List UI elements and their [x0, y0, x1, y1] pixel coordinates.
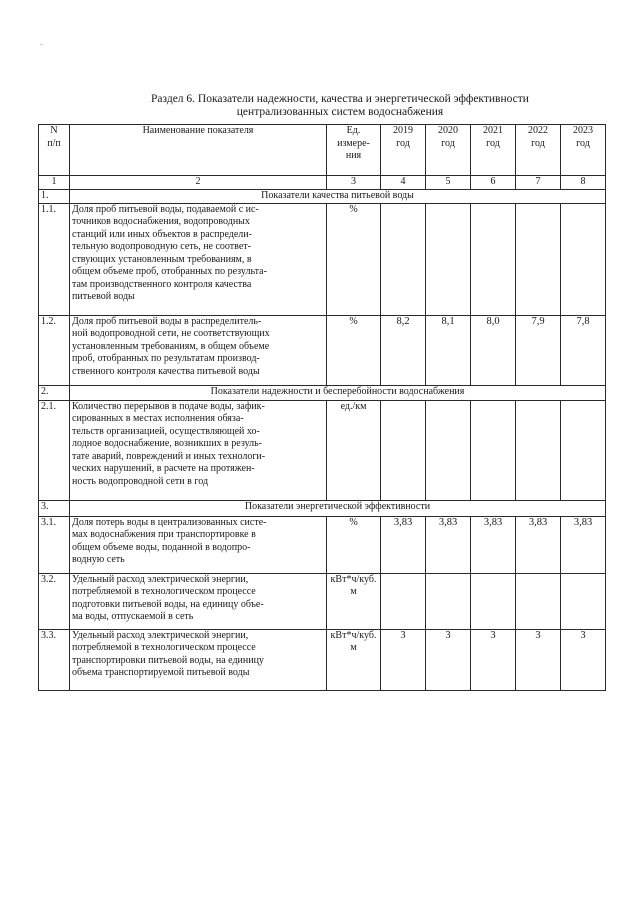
column-number: 3: [327, 176, 381, 190]
indicator-line: Доля проб питьевой воды в распределитель-: [72, 315, 262, 327]
value-2022: 3,83: [516, 516, 561, 573]
value-2019: [381, 203, 426, 315]
column-number: 7: [516, 176, 561, 190]
value-2021: 3,83: [471, 516, 516, 573]
indicator-line: Удельный расход электрической энергии,: [72, 573, 249, 585]
unit-cell: ед./км: [327, 400, 381, 500]
unit-cell: кВт*ч/куб. м: [327, 573, 381, 629]
indicator-line: Доля проб питьевой воды, подаваемой с ис-: [72, 203, 259, 215]
indicator-name: [70, 315, 327, 385]
table-row: [39, 400, 606, 500]
header-unit-line-1: Ед.: [346, 125, 361, 136]
value-2020: 3,83: [426, 516, 471, 573]
year-suffix: год: [396, 137, 410, 149]
column-number: 4: [381, 176, 426, 190]
header-no: [39, 125, 70, 176]
year-label: 2021: [483, 125, 503, 136]
value-2022: 7,9: [516, 315, 561, 385]
header-year-2020: [426, 125, 471, 176]
row-number: 2.1.: [39, 400, 70, 500]
value-2022: [516, 573, 561, 629]
header-year-2023: [561, 125, 606, 176]
unit-cell: %: [327, 315, 381, 385]
indicator-name: [70, 203, 327, 315]
indicator-line: тате аварий, повреждений и иных технологи-: [72, 450, 266, 462]
header-unit-line-2: измере-: [337, 137, 370, 149]
table-row: [39, 203, 606, 315]
numbering-row: [39, 176, 606, 190]
value-2021: [471, 203, 516, 315]
section-title: [60, 93, 620, 119]
indicator-name: [70, 400, 327, 500]
header-no-line-1: N: [50, 125, 58, 136]
column-number: 8: [561, 176, 606, 190]
year-label: 2020: [438, 125, 458, 136]
indicator-name: [70, 629, 327, 690]
header-unit: [327, 125, 381, 176]
indicator-line: мах водоснабжения при транспортировке в: [72, 529, 256, 540]
value-2020: 3: [426, 629, 471, 690]
indicator-name: [70, 573, 327, 629]
value-2023: [561, 203, 606, 315]
section-row: [39, 385, 606, 400]
value-2022: [516, 400, 561, 500]
header-year-2022: [516, 125, 561, 176]
value-2023: 3: [561, 629, 606, 690]
section-row: [39, 189, 606, 203]
indicator-name: [70, 516, 327, 573]
value-2019: 3,83: [381, 516, 426, 573]
indicator-line: водную сеть: [72, 554, 125, 565]
year-suffix: год: [531, 137, 545, 149]
value-2021: [471, 400, 516, 500]
value-2019: 3: [381, 629, 426, 690]
year-label: 2019: [393, 125, 413, 136]
year-suffix: год: [441, 137, 455, 149]
indicator-line: установленным требованиям, в общем объеме: [72, 340, 270, 352]
header-row: [39, 125, 606, 176]
section-number: 3.: [39, 500, 70, 516]
table-row: [39, 315, 606, 385]
section-row: [39, 500, 606, 516]
indicator-line: ственного контроля качества питьевой воды: [72, 365, 260, 377]
header-year-2019: [381, 125, 426, 176]
value-2020: [426, 573, 471, 629]
unit-cell: кВт*ч/куб. м: [327, 629, 381, 690]
table-row: [39, 573, 606, 629]
section-title-line-1: Раздел 6. Показатели надежности, качества и энергетической эффективности: [151, 93, 529, 105]
value-2022: 3: [516, 629, 561, 690]
indicator-line: Количество перерывов в подаче воды, зафик-: [72, 400, 265, 412]
section-heading: Показатели надежности и бесперебойности водоснабжения: [70, 385, 606, 400]
indicator-line: ческих нарушений, в расчете на протяжен-: [72, 463, 255, 474]
section-heading: Показатели качества питьевой воды: [70, 189, 606, 203]
indicator-line: станций или иных объектов в распредели-: [72, 228, 252, 240]
unit-cell: %: [327, 203, 381, 315]
indicator-line: подготовки питьевой воды, на единицу объе-: [72, 598, 264, 610]
value-2023: [561, 573, 606, 629]
section-number: 1.: [39, 189, 70, 203]
year-label: 2023: [573, 125, 593, 136]
table-row: [39, 516, 606, 573]
indicator-line: ствующих установленным требованиям, в: [72, 253, 252, 265]
indicator-line: Доля потерь воды в централизованных систе-: [72, 516, 267, 528]
value-2022: [516, 203, 561, 315]
indicator-line: тельную водопроводную сеть, не соответ-: [72, 241, 251, 252]
row-number: 3.3.: [39, 629, 70, 690]
column-number: 5: [426, 176, 471, 190]
scan-artifact: [40, 44, 43, 45]
value-2023: 7,8: [561, 315, 606, 385]
indicator-line: сированных в местах исполнения обяза-: [72, 413, 244, 424]
row-number: 3.1.: [39, 516, 70, 573]
column-number: 2: [70, 176, 327, 190]
header-year-2021: [471, 125, 516, 176]
indicator-line: тельств организацией, осуществляющей хо-: [72, 425, 260, 437]
header-name: Наименование показателя: [70, 125, 327, 176]
indicator-line: потребляемой в технологическом процессе: [72, 642, 256, 653]
value-2021: [471, 573, 516, 629]
section-title-line-2: централизованных систем водоснабжения: [236, 106, 444, 118]
table-row: [39, 629, 606, 690]
value-2021: 3: [471, 629, 516, 690]
value-2020: [426, 203, 471, 315]
column-number: 1: [39, 176, 70, 190]
indicator-line: питьевой воды: [72, 291, 135, 302]
row-number: 3.2.: [39, 573, 70, 629]
value-2019: 8,2: [381, 315, 426, 385]
unit-cell: %: [327, 516, 381, 573]
value-2019: [381, 400, 426, 500]
indicator-line: ность водопроводной сети в год: [72, 475, 209, 487]
row-number: 1.1.: [39, 203, 70, 315]
year-suffix: год: [576, 137, 590, 149]
value-2021: 8,0: [471, 315, 516, 385]
value-2023: 3,83: [561, 516, 606, 573]
section-number: 2.: [39, 385, 70, 400]
indicator-line: потребляемой в технологическом процессе: [72, 586, 256, 597]
indicator-line: общем объеме проб, отобранных по результа-: [72, 266, 267, 277]
indicator-line: проб, отобранных по результатам производ-: [72, 353, 260, 364]
header-unit-line-3: ния: [345, 150, 362, 161]
column-number: 6: [471, 176, 516, 190]
value-2020: [426, 400, 471, 500]
indicator-line: Удельный расход электрической энергии,: [72, 629, 249, 641]
indicator-line: ма воды, отпускаемой в сеть: [72, 611, 194, 622]
indicator-line: там производственного контроля качества: [72, 278, 252, 290]
value-2020: 8,1: [426, 315, 471, 385]
value-2019: [381, 573, 426, 629]
indicator-line: общем объеме воды, поданной в водопро-: [72, 541, 251, 553]
row-number: 1.2.: [39, 315, 70, 385]
indicator-line: точников водоснабжения, водопроводных: [72, 216, 250, 227]
indicator-line: объема транспортируемой питьевой воды: [72, 667, 250, 678]
indicator-line: ной водопроводной сети, не соответствующих: [72, 328, 270, 339]
indicator-line: транспортировки питьевой воды, на единицу: [72, 654, 264, 666]
indicator-line: лодное водоснабжение, возникших в резуль-: [72, 438, 263, 449]
year-label: 2022: [528, 125, 548, 136]
indicators-table: [38, 124, 606, 691]
value-2023: [561, 400, 606, 500]
header-no-line-2: п/п: [47, 137, 61, 149]
section-heading: Показатели энергетической эффективности: [70, 500, 606, 516]
year-suffix: год: [486, 137, 500, 149]
